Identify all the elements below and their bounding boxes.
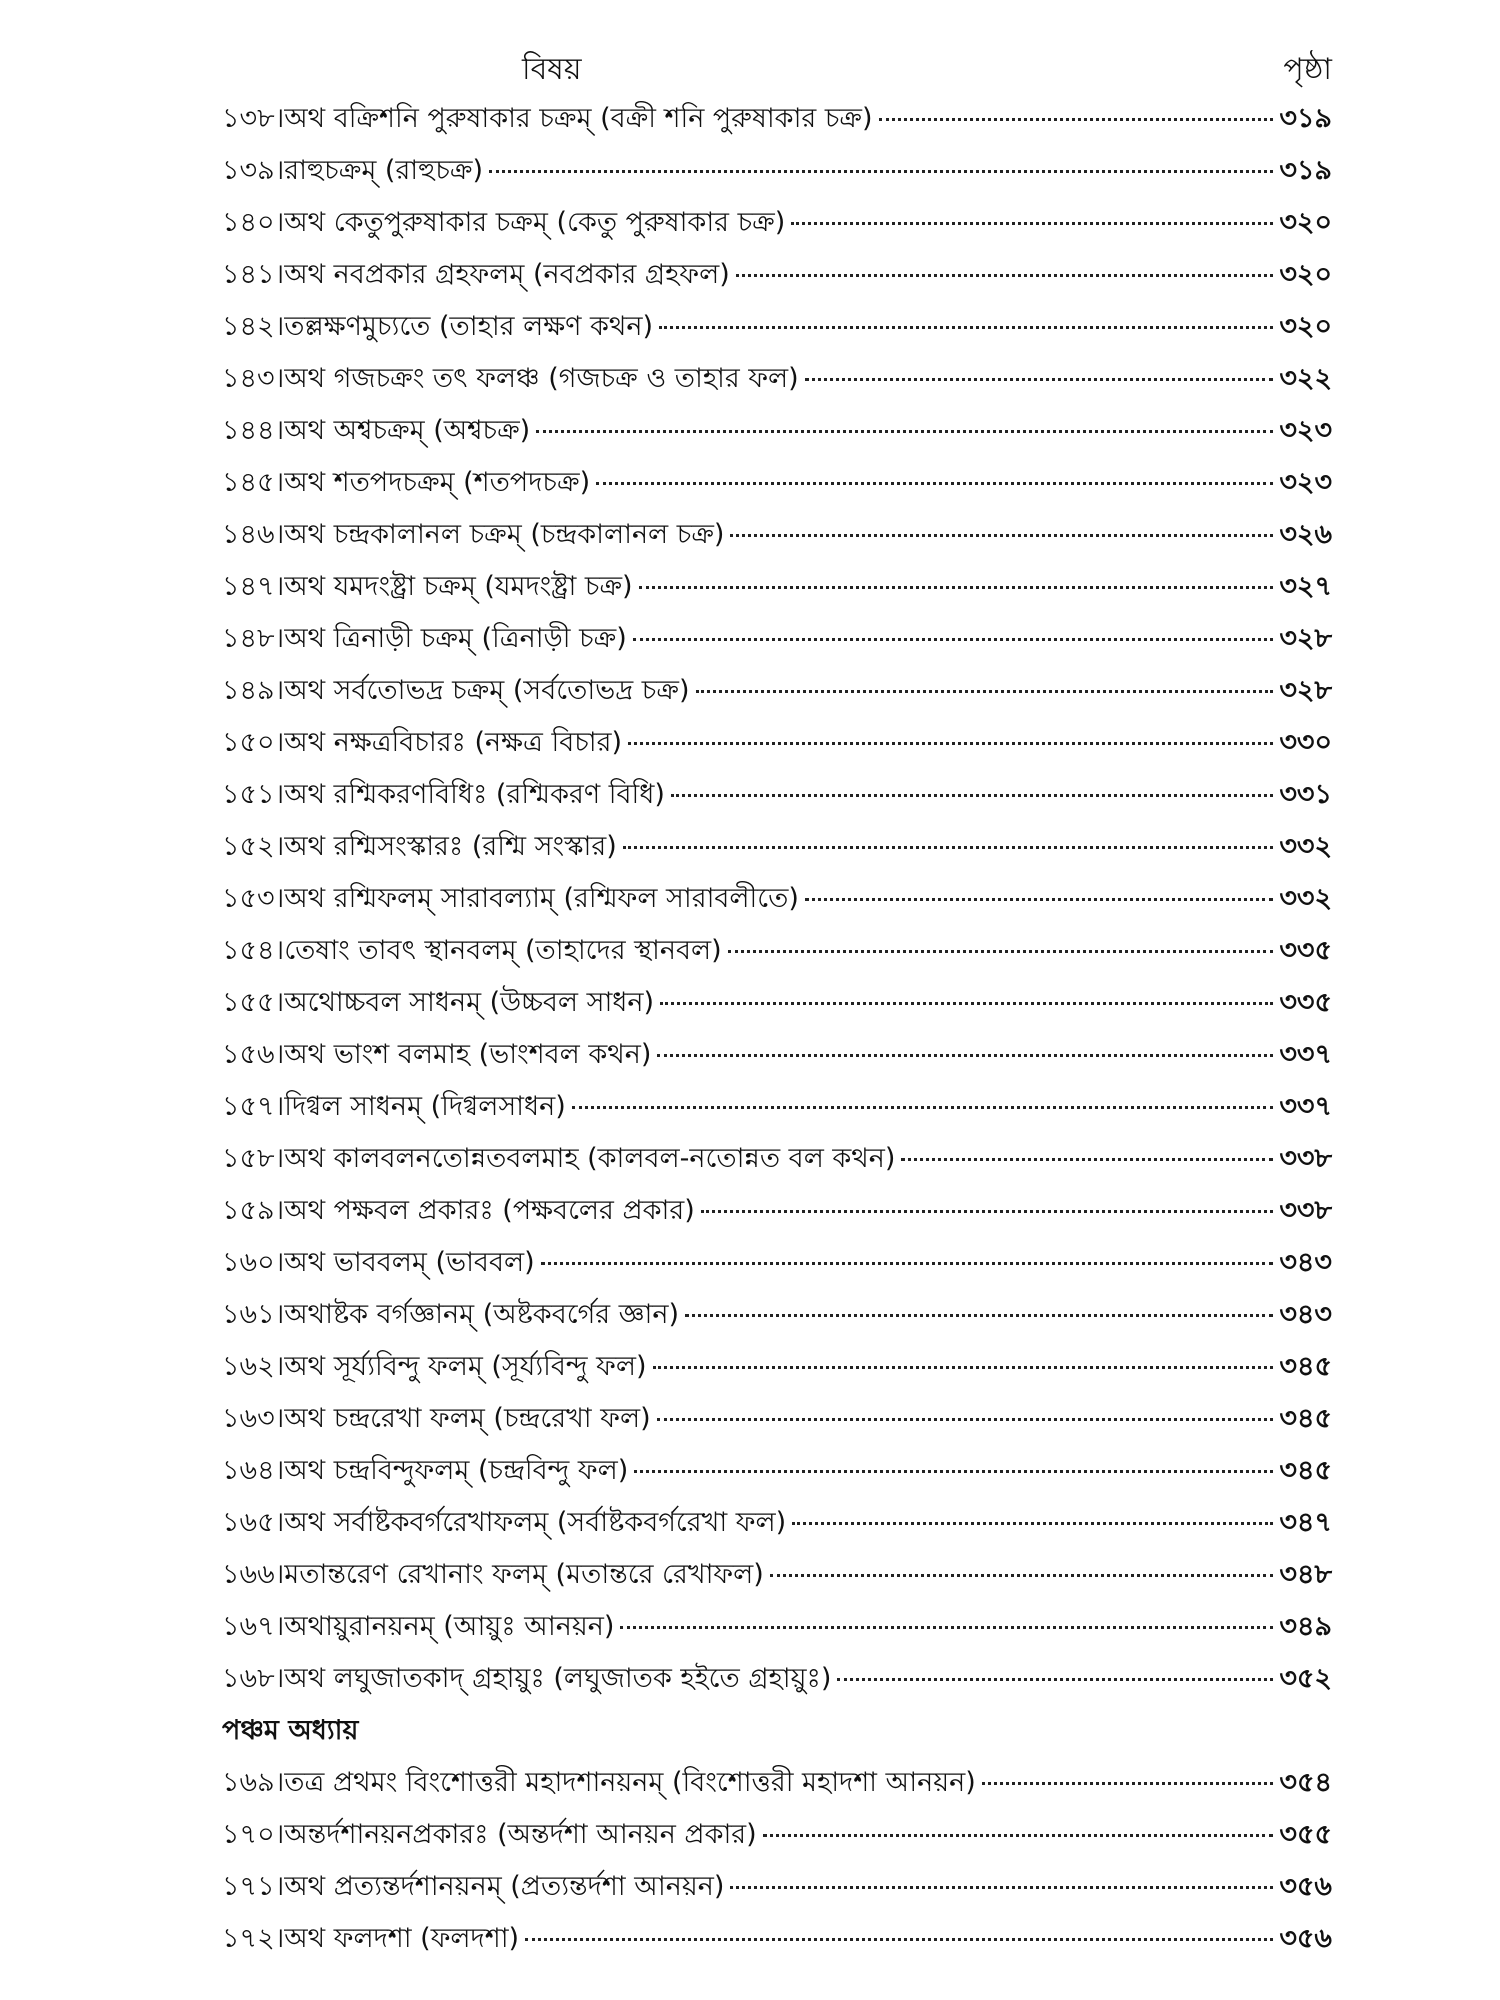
entry-page-number: ৩২০	[1279, 311, 1332, 342]
entry-title: অথ ত্রিনাড়ী চক্রম্ (ত্রিনাড়ী চক্র)	[284, 623, 627, 654]
dot-leader	[763, 1834, 1274, 1837]
entry-title: অথ কেতুপুরুষাকার চক্রম্ (কেতু পুরুষাকার চক্র)	[284, 207, 786, 238]
entry-number: ১৪০।	[222, 207, 285, 238]
toc-entry	[222, 514, 1332, 566]
entry-page-number: ৩৩২	[1279, 883, 1332, 914]
entry-number: ১৬৬।	[222, 1559, 285, 1590]
entry-number: ১৩৮।	[222, 103, 285, 134]
toc-entry	[222, 1294, 1332, 1346]
entry-title: তল্লক্ষণমুচ্যতে (তাহার লক্ষণ কথন)	[284, 311, 654, 342]
dot-leader	[657, 1418, 1274, 1421]
entry-title: অথ বক্রিশনি পুরুষাকার চক্রম্ (বক্রী শনি পুরুষাকার চক্র)	[284, 103, 873, 134]
entry-title: অথাষ্টক বর্গজ্ঞানম্ (অষ্টকবর্গের জ্ঞান)	[284, 1299, 680, 1330]
entry-page-number: ৩৩৮	[1279, 1143, 1332, 1174]
entry-page-number: ৩৩২	[1279, 831, 1332, 862]
toc-entry	[222, 722, 1332, 774]
entry-title: অথ প্রত্যন্তর্দশানয়নম্ (প্রত্যন্তর্দশা আনয়ন)	[284, 1871, 725, 1902]
entry-title: তত্র প্রথমং বিংশোত্তরী মহাদশানয়নম্ (বিংশোত্তরী মহাদশা আনয়ন)	[284, 1767, 976, 1798]
entry-number: ১৪৯।	[222, 675, 285, 706]
entry-title: অথ চন্দ্ররেখা ফলম্ (চন্দ্ররেখা ফল)	[284, 1403, 651, 1434]
toc-entry	[222, 670, 1332, 722]
entry-page-number: ৩২২	[1279, 363, 1332, 394]
entry-number: ১৫৯।	[222, 1195, 285, 1226]
toc-entry	[222, 98, 1332, 150]
toc-entry	[222, 358, 1332, 410]
entry-number: ১৬২।	[222, 1351, 285, 1382]
toc-entry	[222, 462, 1332, 514]
entry-page-number: ৩২৮	[1279, 623, 1332, 654]
toc-entry	[222, 1814, 1332, 1866]
subject-column-label: বিষয়	[522, 52, 582, 87]
toc-entry	[222, 930, 1332, 982]
entry-number: ১৬৮।	[222, 1663, 285, 1694]
entry-title: অথ অশ্বচক্রম্ (অশ্বচক্র)	[284, 415, 531, 446]
entry-title: অথ যমদংষ্ট্রা চক্রম্ (যমদংষ্ট্রা চক্র)	[284, 571, 633, 602]
entry-number: ১৫০।	[222, 727, 285, 758]
entry-number: ১৪২।	[222, 311, 285, 342]
entry-number: ১৬৭।	[222, 1611, 285, 1642]
entry-title: অথ লঘুজাতকাদ্ গ্রহায়ুঃ (লঘুজাতক হইতে গ্রহায়ুঃ)	[284, 1663, 832, 1694]
entry-title: অথ শতপদচক্রম্ (শতপদচক্র)	[284, 467, 591, 498]
entry-number: ১৪১।	[222, 259, 285, 290]
entry-number: ১৪৪।	[222, 415, 285, 446]
toc-entry	[222, 1086, 1332, 1138]
entry-number: ১৫৫।	[222, 987, 285, 1018]
toc-group-2	[222, 1762, 1332, 1970]
entry-page-number: ৩২৮	[1279, 675, 1332, 706]
entry-number: ১৬১।	[222, 1299, 285, 1330]
dot-leader	[770, 1574, 1274, 1577]
dot-leader	[730, 534, 1273, 537]
dot-leader	[536, 430, 1273, 433]
entry-number: ১৭০।	[222, 1819, 285, 1850]
entry-title: অথ চন্দ্রকালানল চক্রম্ (চন্দ্রকালানল চক্র)	[284, 519, 725, 550]
entry-title: অথায়ুরানয়নম্ (আয়ুঃ আনয়ন)	[284, 1611, 615, 1642]
toc-entry	[222, 254, 1332, 306]
toc-entry	[222, 826, 1332, 878]
dot-leader	[791, 222, 1273, 225]
toc-entry	[222, 566, 1332, 618]
toc-entry	[222, 982, 1332, 1034]
entry-page-number: ৩৪৩	[1279, 1299, 1332, 1330]
section-heading	[222, 1710, 1332, 1762]
entry-number: ১৭২।	[222, 1923, 285, 1954]
entry-title: অথ নক্ষত্রবিচারঃ (নক্ষত্র বিচার)	[284, 727, 623, 758]
entry-number: ১৪৫।	[222, 467, 285, 498]
dot-leader	[879, 118, 1274, 121]
toc-entry	[222, 150, 1332, 202]
entry-title: অথ সূর্য্যবিন্দু ফলম্ (সূর্য্যবিন্দু ফল)	[284, 1351, 647, 1382]
toc-entry	[222, 1762, 1332, 1814]
toc-header	[222, 45, 1332, 93]
entry-title: অথ রশ্মিফলম্ সারাবল্যাম্ (রশ্মিফল সারাবলীতে)	[284, 883, 799, 914]
toc-entry	[222, 618, 1332, 670]
entry-page-number: ৩৩৫	[1279, 987, 1332, 1018]
dot-leader	[805, 898, 1273, 901]
entry-page-number: ৩২৭	[1279, 571, 1332, 602]
entry-page-number: ৩৩৭	[1279, 1091, 1332, 1122]
dot-leader	[657, 1054, 1273, 1057]
toc-entry	[222, 202, 1332, 254]
entry-number: ১৪৮।	[222, 623, 285, 654]
entry-number: ১৬০।	[222, 1247, 285, 1278]
entry-title: তেষাং তাবৎ স্থানবলম্ (তাহাদের স্থানবল)	[284, 935, 722, 966]
toc-entry	[222, 1606, 1332, 1658]
entry-title: অথ ভাববলম্ (ভাববল)	[284, 1247, 535, 1278]
entry-title: অথ ফলদশা (ফলদশা)	[284, 1923, 520, 1954]
entry-title: অথ গজচক্রং তৎ ফলঞ্চ (গজচক্র ও তাহার ফল)	[284, 363, 799, 394]
dot-leader	[736, 274, 1274, 277]
page-column-label: পৃষ্ঠা	[1283, 52, 1332, 87]
entry-number: ১৫২।	[222, 831, 285, 862]
entry-page-number: ৩৪৭	[1279, 1507, 1332, 1538]
section-title: পঞ্চম অধ্যায়	[222, 1715, 359, 1746]
entry-page-number: ৩৩৭	[1279, 1039, 1332, 1070]
entry-number: ১৬৪।	[222, 1455, 285, 1486]
entry-number: ১৪৩।	[222, 363, 285, 394]
entry-number: ১৬৯।	[222, 1767, 285, 1798]
toc-entry	[222, 1242, 1332, 1294]
entry-page-number: ৩৩১	[1279, 779, 1332, 810]
entry-page-number: ৩৪৩	[1279, 1247, 1332, 1278]
entry-title: অথ সর্বাষ্টকবর্গরেখাফলম্ (সর্বাষ্টকবর্গরেখা ফল)	[284, 1507, 787, 1538]
dot-leader	[620, 1626, 1273, 1629]
entry-title: অথ কালবলনতোন্নতবলমাহ (কালবল-নতোন্নত বল কথন)	[284, 1143, 896, 1174]
toc-entry	[222, 774, 1332, 826]
dot-leader	[982, 1782, 1274, 1785]
entry-page-number: ৩৫২	[1279, 1663, 1332, 1694]
entry-number: ১৫৮।	[222, 1143, 285, 1174]
entry-title: অথ নবপ্রকার গ্রহফলম্ (নবপ্রকার গ্রহফল)	[284, 259, 730, 290]
toc-entry	[222, 1450, 1332, 1502]
entry-number: ১৫৭।	[222, 1091, 285, 1122]
dot-leader	[596, 482, 1273, 485]
toc-entry	[222, 1554, 1332, 1606]
entry-title: রাহুচক্রম্ (রাহুচক্র)	[284, 155, 484, 186]
dot-leader	[633, 638, 1274, 641]
dot-leader	[730, 1886, 1273, 1889]
entry-page-number: ৩২৬	[1279, 519, 1332, 550]
entry-page-number: ৩১৯	[1279, 155, 1332, 186]
dot-leader	[639, 586, 1274, 589]
entry-page-number: ৩২৩	[1279, 415, 1332, 446]
toc-entry	[222, 1398, 1332, 1450]
entry-title: অথ সর্বতোভদ্র চক্রম্ (সর্বতোভদ্র চক্র)	[284, 675, 690, 706]
toc-entry	[222, 1502, 1332, 1554]
entry-page-number: ৩৫৬	[1279, 1871, 1332, 1902]
dot-leader	[728, 950, 1274, 953]
entry-title: অথোচ্চবল সাধনম্ (উচ্চবল সাধন)	[284, 987, 655, 1018]
entry-page-number: ৩৫৬	[1279, 1923, 1332, 1954]
dot-leader	[541, 1262, 1274, 1265]
toc-entry	[222, 1190, 1332, 1242]
entry-number: ১৫৬।	[222, 1039, 285, 1070]
entry-title: অথ রশ্মিসংস্কারঃ (রশ্মি সংস্কার)	[284, 831, 617, 862]
entry-number: ১৬৫।	[222, 1507, 285, 1538]
toc-group-1	[222, 98, 1332, 1710]
dot-leader	[701, 1210, 1274, 1213]
toc-entry	[222, 1138, 1332, 1190]
dot-leader	[634, 1470, 1273, 1473]
entry-page-number: ৩১৯	[1279, 103, 1332, 134]
entry-number: ১৬৩।	[222, 1403, 285, 1434]
dot-leader	[659, 326, 1273, 329]
dot-leader	[489, 170, 1273, 173]
entry-page-number: ৩৩৫	[1279, 935, 1332, 966]
toc-entry	[222, 410, 1332, 462]
entry-number: ১৫৩।	[222, 883, 285, 914]
dot-leader	[623, 846, 1274, 849]
dot-leader	[628, 742, 1273, 745]
dot-leader	[792, 1522, 1273, 1525]
entry-number: ১৪৭।	[222, 571, 285, 602]
entry-page-number: ৩৪৯	[1279, 1611, 1332, 1642]
toc-entry	[222, 1918, 1332, 1970]
entry-title: অথ ভাংশ বলমাহ (ভাংশবল কথন)	[284, 1039, 652, 1070]
entry-page-number: ৩২০	[1279, 259, 1332, 290]
entry-page-number: ৩৪৫	[1279, 1455, 1332, 1486]
dot-leader	[671, 794, 1273, 797]
dot-leader	[525, 1938, 1273, 1941]
toc-entry	[222, 1034, 1332, 1086]
entry-number: ১৫৪।	[222, 935, 285, 966]
entry-page-number: ৩৩০	[1279, 727, 1332, 758]
toc-entry	[222, 1658, 1332, 1710]
toc-entry	[222, 1866, 1332, 1918]
entry-number: ১৫১।	[222, 779, 285, 810]
entry-title: অন্তর্দশানয়নপ্রকারঃ (অন্তর্দশা আনয়ন প্রকার)	[284, 1819, 757, 1850]
entry-number: ১৩৯।	[222, 155, 285, 186]
dot-leader	[572, 1106, 1274, 1109]
entry-title: মতান্তরেণ রেখানাং ফলম্ (মতান্তরে রেখাফল)	[284, 1559, 764, 1590]
entry-number: ১৪৬।	[222, 519, 285, 550]
entry-number: ১৭১।	[222, 1871, 285, 1902]
dot-leader	[685, 1314, 1273, 1317]
entry-title: দিগ্বল সাধনম্ (দিগ্বলসাধন)	[284, 1091, 566, 1122]
entry-title: অথ রশ্মিকরণবিধিঃ (রশ্মিকরণ বিধি)	[284, 779, 665, 810]
toc-entry	[222, 878, 1332, 930]
entry-page-number: ৩৫৪	[1279, 1767, 1332, 1798]
dot-leader	[837, 1678, 1273, 1681]
dot-leader	[696, 690, 1274, 693]
dot-leader	[901, 1158, 1273, 1161]
toc-entry	[222, 306, 1332, 358]
entry-title: অথ চন্দ্রবিন্দুফলম্ (চন্দ্রবিন্দু ফল)	[284, 1455, 629, 1486]
dot-leader	[805, 378, 1274, 381]
entry-title: অথ পক্ষবল প্রকারঃ (পক্ষবলের প্রকার)	[284, 1195, 695, 1226]
entry-page-number: ৩৪৮	[1279, 1559, 1332, 1590]
entry-page-number: ৩২০	[1279, 207, 1332, 238]
entry-page-number: ৩৪৫	[1279, 1403, 1332, 1434]
dot-leader	[660, 1002, 1273, 1005]
entry-page-number: ৩৪৫	[1279, 1351, 1332, 1382]
dot-leader	[653, 1366, 1274, 1369]
entry-page-number: ৩২৩	[1279, 467, 1332, 498]
toc-list	[222, 98, 1332, 1970]
toc-entry	[222, 1346, 1332, 1398]
entry-page-number: ৩৫৫	[1279, 1819, 1332, 1850]
entry-page-number: ৩৩৮	[1279, 1195, 1332, 1226]
